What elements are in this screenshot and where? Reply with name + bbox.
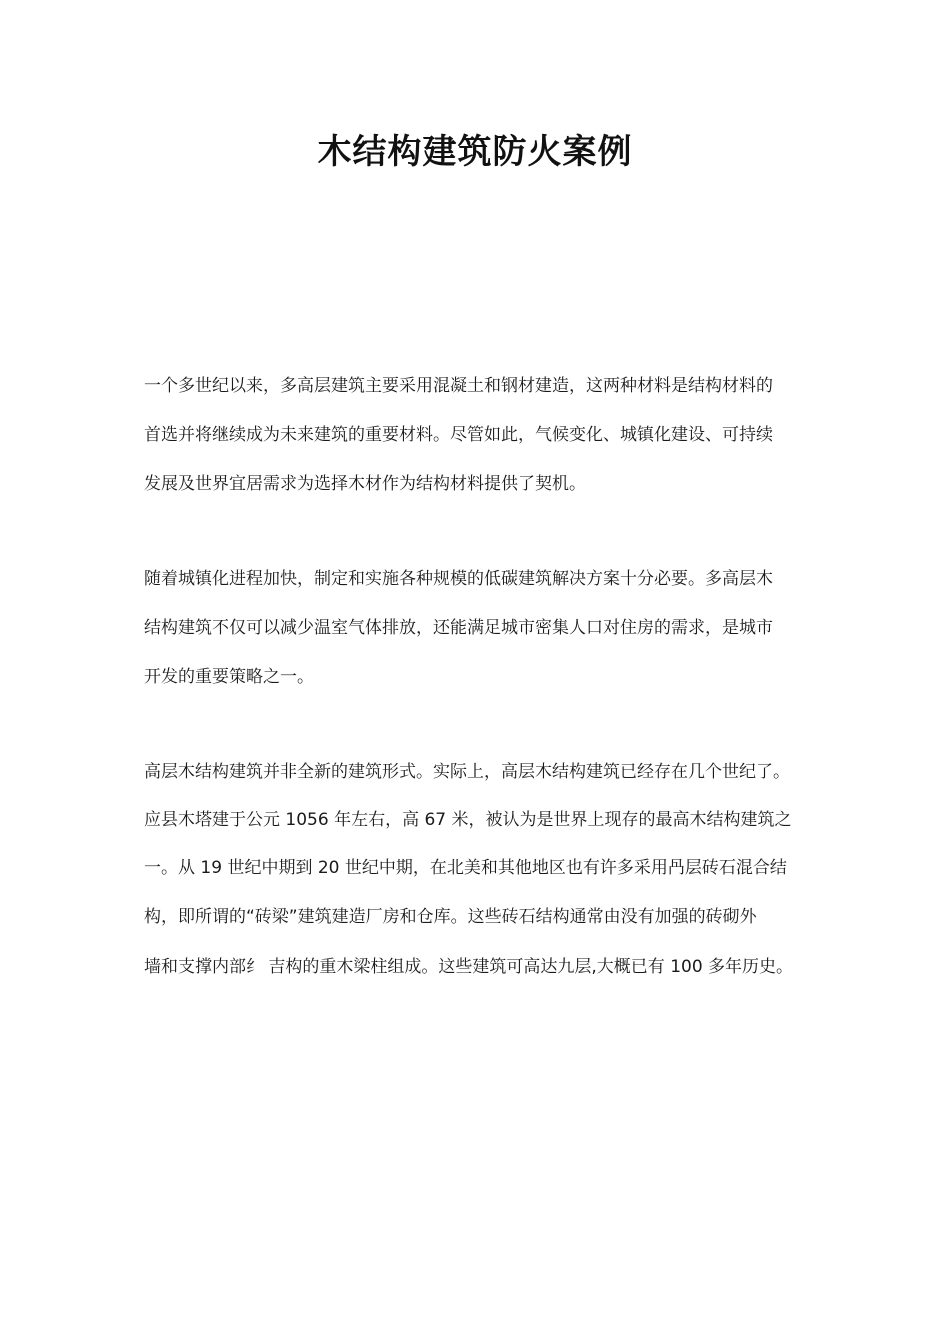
paragraph-line: 随着城镇化进程加快，制定和实施各种规模的低碳建筑解决方案十分必要。多高层木: [144, 569, 773, 589]
paragraph-line: 发展及世界宜居需求为选择木材作为结构材料提供了契机。: [144, 474, 586, 494]
paragraph-line: 开发的重要策略之一。: [144, 667, 314, 687]
paragraph-line: 结构建筑不仅可以减少温室气体排放，还能满足城市密集人口对住房的需求，是城市: [144, 618, 773, 638]
paragraph-line: 应县木塔建于公元 1056 年左右，高 67 米，被认为是世界上现存的最高木结构建筑之: [144, 810, 792, 830]
paragraph-line: 墙和支撑内部纟 吉构的重木梁柱组成。这些建筑可高达九层,大概已有 100 多年历史。: [144, 957, 794, 977]
paragraph-line: 构，即所谓的“砖梁”建筑建造厂房和仓库。这些砖石结构通常由没有加强的砖砌外: [144, 907, 757, 927]
paragraph-line: 首选并将继续成为未来建筑的重要材料。尽管如此，气候变化、城镇化建设、可持续: [144, 425, 773, 445]
paragraph-line: 高层木结构建筑并非全新的建筑形式。实际上，高层木结构建筑已经存在几个世纪了。: [144, 762, 790, 782]
paragraph-line: 一。从 19 世纪中期到 20 世纪中期，在北美和其他地区也有许多采用冎层砖石混合结: [144, 858, 787, 878]
paragraph-line: 一个多世纪以来，多高层建筑主要采用混凝土和钢材建造，这两种材料是结构材料的: [144, 376, 773, 396]
document-title: 木结构建筑防火案例: [317, 132, 633, 172]
